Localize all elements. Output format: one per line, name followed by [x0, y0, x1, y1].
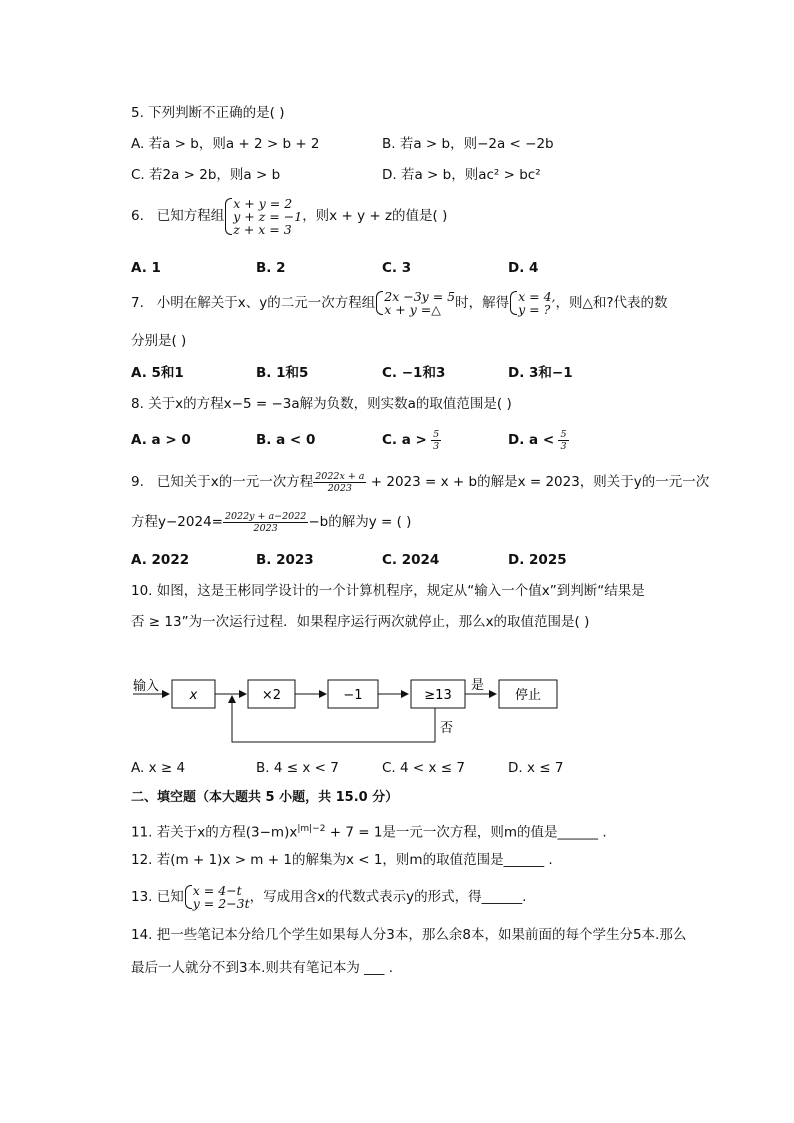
q13-eq-1: x = 4−t [192, 883, 242, 898]
q7-sol-1: x = 4, [518, 289, 556, 304]
q9-option-d: D. 2025 [508, 552, 567, 568]
q8-c-frac-num: 5 [433, 428, 440, 440]
q6-option-b: B. 2 [256, 260, 286, 276]
q10-stem-line2: 否 ≥ 13”为一次运行过程．如果程序运行两次就停止，那么x的取值范围是( ) [131, 614, 590, 630]
q7-number: 7. [131, 295, 144, 311]
flow-box-x-label: x [189, 688, 198, 703]
q9-line2-pre: 方程y−2024= [131, 514, 223, 530]
q7-solution [509, 290, 555, 316]
q7-option-d: D. 3和−1 [508, 365, 573, 381]
q9-option-c: C. 2024 [382, 552, 440, 568]
q8-stem: 8. 关于x的方程x−5 = −3a解为负数，则实数a的取值范围是( ) [131, 396, 512, 412]
flow-box-stop-label: 停止 [514, 688, 542, 703]
flow-yes-label: 是 [471, 678, 485, 693]
q7-mid-text: 时，解得 [455, 295, 510, 311]
q8-option-b: B. a < 0 [256, 432, 316, 448]
q11-stem [131, 819, 607, 843]
q13-post-text: ，写成用含x的代数式表示y的形式，得______. [249, 889, 527, 905]
q7-option-b: B. 1和5 [256, 365, 309, 381]
flow-box-minus1-label: −1 [343, 688, 363, 703]
q9-option-b: B. 2023 [256, 552, 314, 568]
q12-stem: 12. 若(m + 1)x > m + 1的解集为x < 1，则m的取值范围是______ . [131, 852, 553, 868]
q9-mid-text: + 2023 = x + b的解是x = 2023，则关于y的一元一次 [370, 474, 710, 490]
q8-option-c-fraction [431, 429, 441, 452]
q7-post-text: ，则△和?代表的数 [555, 295, 668, 311]
q9-stem-line1 [131, 468, 709, 496]
q11-post-text: + 7 = 1是一元一次方程，则m的值是______ . [325, 824, 607, 841]
q10-option-d: D. x ≤ 7 [508, 760, 564, 776]
q9-frac1-den: 2023 [327, 482, 352, 494]
q7-stem-line2: 分别是( ) [131, 333, 187, 349]
q14-stem-line1: 14. 把一些笔记本分给几个学生如果每人分3本，那么余8本，如果前面的每个学生分5本.那么 [131, 927, 687, 943]
q5-option-d: D. 若a > b，则ac² > bc² [382, 167, 541, 183]
q5-option-b: B. 若a > b，则−2a < −2b [382, 136, 554, 152]
q6-post-text: ，则x + y + z的值是( ) [302, 208, 448, 224]
flow-no-label: 否 [440, 721, 454, 736]
section-heading-fill-blank: 二、填空题（本大题共 5 小题，共 15.0 分） [131, 790, 399, 805]
q10-option-b: B. 4 ≤ x < 7 [256, 760, 339, 776]
q9-frac2-num: 2022y + a−2022 [224, 510, 307, 522]
q10-option-c: C. 4 < x ≤ 7 [382, 760, 465, 776]
q9-fraction-1 [313, 471, 366, 494]
q8-c-frac-den: 3 [433, 440, 440, 452]
flow-box-check-label: ≥13 [424, 688, 452, 703]
flow-box-times2-label: ×2 [261, 688, 282, 703]
q6-option-d: D. 4 [508, 260, 539, 276]
q9-line2-post: −b的解为y = ( ) [308, 514, 412, 530]
q10-flowchart [125, 668, 575, 748]
q6-stem [131, 195, 447, 237]
q9-fraction-2 [223, 511, 308, 534]
q6-equation-system [224, 197, 302, 236]
q6-eq-1: x + y = 2 [233, 195, 293, 211]
q13-equation-system [184, 884, 250, 910]
q8-option-a: A. a > 0 [131, 432, 191, 448]
q6-eq-2: y + z = −1 [233, 208, 303, 224]
q6-option-c: C. 3 [382, 260, 412, 276]
q6-number: 6. [131, 208, 144, 224]
q5-option-c: C. 若2a > 2b，则a > b [131, 167, 281, 183]
q9-option-a: A. 2022 [131, 552, 190, 568]
q6-pre-text: 已知方程组 [156, 208, 225, 224]
q8-option-c-text: C. a > [382, 432, 427, 448]
q13-pre-text: 13. 已知 [131, 889, 184, 905]
q7-sol-2: y = ? [518, 302, 551, 317]
q8-option-d [508, 426, 569, 454]
q11-pre-text: 11. 若关于x的方程(3−m)x [131, 824, 298, 841]
q8-d-frac-den: 3 [560, 440, 567, 452]
q7-option-a: A. 5和1 [131, 365, 184, 381]
q5-option-a: A. 若a > b，则a + 2 > b + 2 [131, 136, 320, 152]
q10-stem-line1: 10. 如图，这是王彬同学设计的一个计算机程序，规定从“输入一个值x”到判断“结果是 [131, 583, 645, 599]
q9-number: 9. [131, 474, 144, 490]
q8-option-d-fraction [558, 429, 568, 452]
q9-frac2-den: 2023 [253, 522, 278, 534]
q10-option-a: A. x ≥ 4 [131, 760, 186, 776]
q11-exponent: |m|−2 [297, 824, 326, 834]
q13-stem [131, 881, 526, 913]
q14-stem-line2: 最后一人就分不到3本.则共有笔记本为 ___ . [131, 960, 394, 976]
q7-eq-1: 2x −3y = 5 [384, 289, 456, 304]
q13-eq-2: y = 2−3t [192, 896, 250, 911]
q7-equation-system [375, 290, 455, 316]
q8-d-frac-num: 5 [560, 428, 567, 440]
q9-frac1-num: 2022x + a [315, 470, 365, 482]
q8-option-d-text: D. a < [508, 432, 555, 448]
q9-stem-line2 [131, 508, 411, 536]
q7-pre-text: 小明在解关于x、y的二元一次方程组 [156, 295, 376, 311]
q7-option-c: C. −1和3 [382, 365, 446, 381]
q6-eq-3: z + x = 3 [233, 221, 292, 237]
q6-option-a: A. 1 [131, 260, 161, 276]
flow-input-label: 输入 [133, 679, 160, 694]
q9-pre-text: 已知关于x的一元一次方程 [156, 474, 314, 490]
q8-option-c [382, 426, 441, 454]
q7-stem-line1 [131, 287, 668, 319]
q7-eq-2: x + y =△ [384, 302, 441, 317]
q5-stem: 5. 下列判断不正确的是( ) [131, 105, 285, 121]
